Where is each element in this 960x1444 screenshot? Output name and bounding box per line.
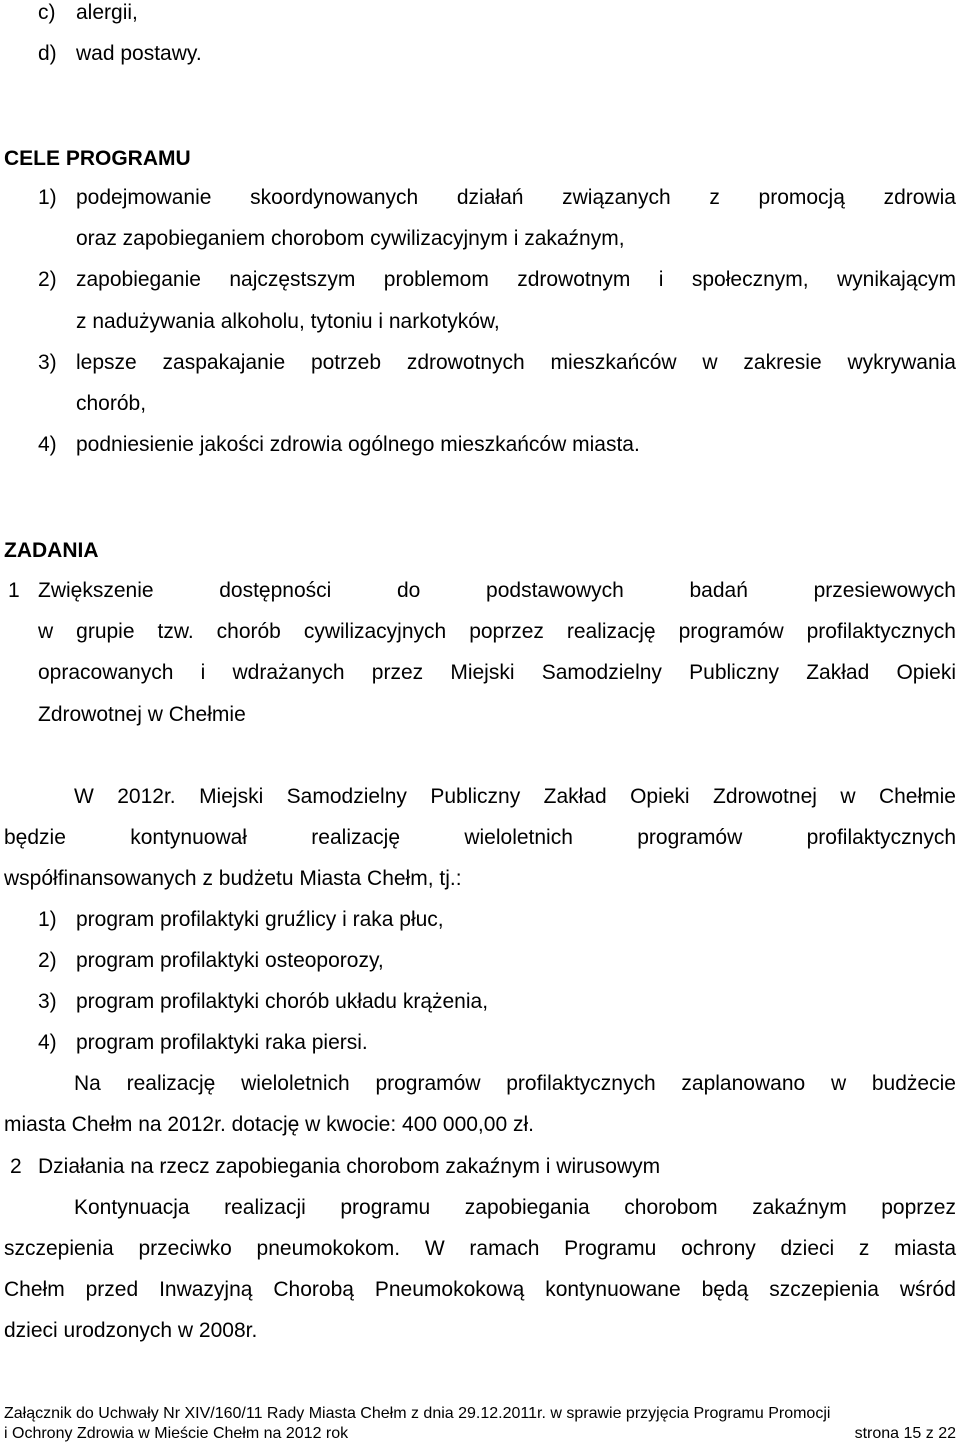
word: działań xyxy=(456,186,524,209)
list-number: 1) xyxy=(38,908,57,931)
list-number: 2) xyxy=(38,268,57,291)
word: kontynuował xyxy=(130,826,247,849)
list-item-text: alergii, xyxy=(76,1,138,24)
program-item: program profilaktyki chorób układu krążenia, xyxy=(76,990,489,1013)
word: profilaktycznych xyxy=(806,826,956,849)
word: realizację xyxy=(566,620,656,643)
word: z xyxy=(709,186,720,209)
word: Programu xyxy=(564,1237,657,1260)
justified-line xyxy=(74,784,956,810)
word: wśród xyxy=(899,1278,956,1301)
word: realizację xyxy=(126,1072,216,1095)
justified-line xyxy=(38,619,956,645)
word: promocją xyxy=(758,186,845,209)
word: potrzeb xyxy=(310,351,381,374)
word: cywilizacyjnych xyxy=(303,620,447,643)
word: chorób xyxy=(216,620,281,643)
justified-line xyxy=(76,350,956,376)
word: miasta xyxy=(894,1237,956,1260)
justified-line xyxy=(4,1236,956,1262)
word: poprzez xyxy=(469,620,544,643)
word: przeciwko xyxy=(138,1237,232,1260)
word: lepsze xyxy=(76,351,137,374)
word: zapobieganie xyxy=(76,268,201,291)
word: będzie xyxy=(4,826,66,849)
word: profilaktycznych xyxy=(506,1072,656,1095)
word: Chełmie xyxy=(878,785,956,808)
word: badań xyxy=(689,579,748,602)
list-number: 2) xyxy=(38,949,57,972)
page-number: strona 15 z 22 xyxy=(854,1425,956,1442)
word: dzieci xyxy=(780,1237,835,1260)
word: Na xyxy=(74,1072,101,1095)
word: związanych xyxy=(562,186,671,209)
word: przesiewowych xyxy=(813,579,956,602)
text-line: oraz zapobieganiem chorobom cywilizacyjnym i zakaźnym, xyxy=(76,227,625,250)
text-line: podniesienie jakości zdrowia ogólnego mieszkańców miasta. xyxy=(76,433,640,456)
word: Kontynuacja xyxy=(74,1196,190,1219)
word: zakresie xyxy=(743,351,822,374)
word: w xyxy=(830,1072,847,1095)
word: zapobiegania xyxy=(464,1196,590,1219)
word: pneumokokom. xyxy=(256,1237,401,1260)
program-item: program profilaktyki raka piersi. xyxy=(76,1031,368,1054)
word: będą xyxy=(701,1278,749,1301)
justified-line xyxy=(38,660,956,686)
word: szczepienia xyxy=(769,1278,879,1301)
word: Miejski xyxy=(199,785,264,808)
word: Zakład xyxy=(543,785,607,808)
word: w xyxy=(840,785,856,808)
section-heading-cele: CELE PROGRAMU xyxy=(4,147,191,170)
word: wykrywania xyxy=(847,351,956,374)
word: Pneumokokową xyxy=(374,1278,525,1301)
word: Opieki xyxy=(896,661,956,684)
word: przez xyxy=(371,661,424,684)
word: szczepienia xyxy=(4,1237,114,1260)
list-item-text: wad postawy. xyxy=(76,42,202,65)
word: społecznym, xyxy=(691,268,809,291)
word: podejmowanie xyxy=(76,186,212,209)
word: Zakład xyxy=(806,661,870,684)
footer-doc-title: i Ochrony Zdrowia w Mieście Chełm na 2012 rok xyxy=(4,1425,349,1442)
word: kontynuowane xyxy=(545,1278,681,1301)
justified-line xyxy=(76,267,956,293)
task-number: 2 xyxy=(10,1155,22,1178)
word: zakaźnym xyxy=(752,1196,847,1219)
word: zdrowotnych xyxy=(406,351,525,374)
justified-line xyxy=(74,1195,956,1221)
list-number: 4) xyxy=(38,433,57,456)
list-number: 1) xyxy=(38,186,57,209)
program-item: program profilaktyki osteoporozy, xyxy=(76,949,384,972)
word: Zdrowotnej xyxy=(713,785,817,808)
word: wieloletnich xyxy=(241,1072,350,1095)
word: profilaktycznych xyxy=(806,620,956,643)
word: tzw. xyxy=(157,620,194,643)
word: wdrażanych xyxy=(232,661,345,684)
list-number: 3) xyxy=(38,351,57,374)
text-line: miasta Chełm na 2012r. dotację w kwocie: 400 000,00 zł. xyxy=(4,1113,534,1136)
text-line: Zdrowotnej w Chełmie xyxy=(38,703,246,726)
word: do xyxy=(397,579,421,602)
word: Samodzielny xyxy=(541,661,662,684)
word: i xyxy=(200,661,206,684)
text-line: z nadużywania alkoholu, tytoniu i narkotyków, xyxy=(76,310,500,333)
word: zdrowotnym xyxy=(517,268,631,291)
word: Opieki xyxy=(630,785,690,808)
word: budżecie xyxy=(871,1072,956,1095)
word: zdrowia xyxy=(883,186,956,209)
word: W xyxy=(74,785,94,808)
word: programów xyxy=(637,826,743,849)
word: grupie xyxy=(76,620,135,643)
section-heading-zadania: ZADANIA xyxy=(4,539,99,562)
list-number: 3) xyxy=(38,990,57,1013)
word: realizacji xyxy=(224,1196,306,1219)
list-number: c) xyxy=(38,1,56,24)
word: 2012r. xyxy=(117,785,176,808)
word: Chorobą xyxy=(273,1278,354,1301)
list-number: d) xyxy=(38,42,57,65)
word: Publiczny xyxy=(430,785,521,808)
word: najczęstszym xyxy=(229,268,356,291)
task-number: 1 xyxy=(8,579,20,602)
word: Publiczny xyxy=(689,661,780,684)
word: ochrony xyxy=(681,1237,756,1260)
word: Inwazyjną xyxy=(159,1278,253,1301)
word: wynikającym xyxy=(836,268,956,291)
word: ramach xyxy=(469,1237,540,1260)
word: programów xyxy=(678,620,784,643)
footer-line: Załącznik do Uchwały Nr XIV/160/11 Rady Miasta Chełm z dnia 29.12.2011r. w sprawie przyjęcia Programu Promocji xyxy=(4,1405,831,1422)
word: W xyxy=(424,1237,445,1260)
word: przed xyxy=(85,1278,139,1301)
word: problemom xyxy=(383,268,489,291)
word: w xyxy=(702,351,718,374)
word: poprzez xyxy=(881,1196,956,1219)
task-title: Działania na rzecz zapobiegania chorobom zakaźnym i wirusowym xyxy=(38,1155,661,1178)
word: dostępności xyxy=(219,579,332,602)
justified-line xyxy=(38,578,956,604)
word: wieloletnich xyxy=(464,826,573,849)
justified-line xyxy=(4,825,956,851)
text-line: dzieci urodzonych w 2008r. xyxy=(4,1319,258,1342)
text-line: współfinansowanych z budżetu Miasta Chełm, tj.: xyxy=(4,867,462,890)
program-item: program profilaktyki gruźlicy i raka płuc, xyxy=(76,908,444,931)
word: opracowanych xyxy=(38,661,174,684)
justified-line xyxy=(76,185,956,211)
word: skoordynowanych xyxy=(250,186,419,209)
word: Zwiększenie xyxy=(38,579,154,602)
word: w xyxy=(38,620,54,643)
footer-line-2 xyxy=(4,1424,956,1444)
word: i xyxy=(658,268,664,291)
text-line: chorób, xyxy=(76,392,147,415)
word: z xyxy=(858,1237,870,1260)
word: zaspakajanie xyxy=(162,351,286,374)
list-number: 4) xyxy=(38,1031,57,1054)
word: Samodzielny xyxy=(286,785,407,808)
justified-line xyxy=(74,1071,956,1097)
word: mieszkańców xyxy=(550,351,677,374)
word: programu xyxy=(340,1196,431,1219)
word: programów xyxy=(375,1072,481,1095)
word: zaplanowano xyxy=(681,1072,806,1095)
word: Miejski xyxy=(450,661,515,684)
word: podstawowych xyxy=(486,579,624,602)
word: realizację xyxy=(311,826,401,849)
justified-line xyxy=(4,1277,956,1303)
word: chorobom xyxy=(624,1196,718,1219)
word: Chełm xyxy=(4,1278,65,1301)
